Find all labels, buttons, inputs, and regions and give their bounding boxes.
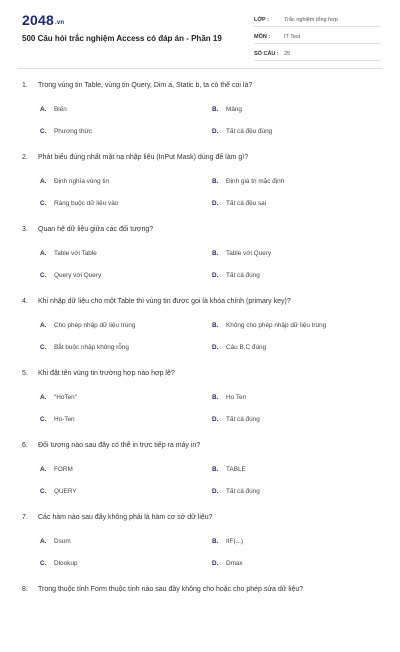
option-letter: B. — [212, 178, 219, 185]
option-letter: A. — [40, 394, 47, 401]
option-letter: D. — [212, 488, 219, 495]
option-b[interactable] — [212, 322, 326, 329]
option-text: Table với Table — [54, 250, 97, 257]
option-text: Tất cả đều sai — [226, 200, 267, 207]
option-c[interactable] — [40, 416, 75, 423]
option-a[interactable] — [40, 250, 97, 257]
option-d[interactable] — [212, 128, 272, 135]
meta-value: Trắc nghiệm tổng hợp — [284, 16, 338, 23]
option-text: Ho-Ten — [54, 416, 75, 423]
question-text: Khi đặt tên vùng tin trường hợp nào hợp lệ? — [38, 370, 175, 377]
option-text: Cho phép nhập dữ liệu trùng — [54, 322, 136, 329]
question-stem — [22, 226, 384, 233]
option-letter: A. — [40, 178, 47, 185]
option-text: Table với Query — [226, 250, 272, 257]
option-letter: D. — [212, 200, 219, 207]
option-letter: A. — [40, 106, 47, 113]
option-b[interactable] — [212, 538, 243, 545]
meta-label: SỐ CÂU : — [254, 50, 279, 57]
option-letter: A. — [40, 250, 47, 257]
question-number: 5. — [22, 370, 28, 377]
option-text: Phương thức — [54, 128, 92, 135]
question-text: Các hàm nào sau đây không phải là hàm cơ sở dữ liệu? — [38, 514, 213, 521]
option-letter: C. — [40, 344, 47, 351]
option-text: Mảng — [226, 106, 242, 113]
question-number: 8. — [22, 586, 28, 593]
option-text: FORM — [54, 466, 73, 473]
question-number: 4. — [22, 298, 28, 305]
option-a[interactable] — [40, 538, 71, 545]
question-stem — [22, 82, 384, 89]
option-letter: C. — [40, 128, 47, 135]
question-text: Trong thuộc tính Form thuộc tính nào sau đây không cho hoặc cho phép sửa dữ liệu? — [38, 586, 304, 593]
question-number: 1. — [22, 82, 28, 89]
option-letter: D. — [212, 128, 219, 135]
option-b[interactable] — [212, 178, 284, 185]
document-header — [0, 0, 400, 66]
option-letter: C. — [40, 200, 47, 207]
option-c[interactable] — [40, 272, 101, 279]
option-c[interactable] — [40, 128, 92, 135]
question-item — [0, 292, 400, 364]
option-text: Định giá trị mặc định — [226, 178, 285, 185]
question-item — [0, 76, 400, 148]
question-text: Đối tượng nào sau đây có thể in trực tiếp ra máy in? — [38, 442, 201, 449]
option-c[interactable] — [40, 200, 118, 207]
question-number: 7. — [22, 514, 28, 521]
question-list — [0, 76, 400, 652]
option-b[interactable] — [212, 106, 242, 113]
question-text: Quan hệ dữ liệu giữa các đối tượng? — [38, 226, 154, 233]
option-letter: D. — [212, 416, 219, 423]
option-b[interactable] — [212, 466, 246, 473]
option-c[interactable] — [40, 344, 129, 351]
option-d[interactable] — [212, 560, 243, 567]
option-d[interactable] — [212, 416, 260, 423]
meta-row-count — [254, 47, 380, 61]
option-text: TABLE — [226, 466, 246, 473]
option-text: Biến — [54, 106, 67, 113]
option-letter: B. — [212, 106, 219, 113]
option-text: Không cho phép nhập dữ liệu trùng — [226, 322, 327, 329]
meta-value: IT Test — [284, 33, 301, 40]
option-d[interactable] — [212, 488, 260, 495]
option-a[interactable] — [40, 394, 77, 401]
option-b[interactable] — [212, 394, 246, 401]
option-text: Dsum — [54, 538, 71, 545]
option-letter: D. — [212, 560, 219, 567]
option-letter: A. — [40, 322, 47, 329]
option-text: Ràng buộc dữ liệu vào — [54, 200, 119, 207]
option-letter: A. — [40, 538, 47, 545]
logo-text: 2048 — [22, 12, 54, 28]
question-stem — [22, 370, 384, 377]
option-b[interactable] — [212, 250, 271, 257]
question-text: Phát biểu đúng nhất mặt nạ nhập liệu (InPut Mask) dùng để làm gì? — [38, 154, 249, 161]
option-d[interactable] — [212, 272, 260, 279]
question-item — [0, 364, 400, 436]
option-letter: B. — [212, 322, 219, 329]
logo-tld: .vn — [54, 20, 65, 26]
question-number: 6. — [22, 442, 28, 449]
option-letter: C. — [40, 272, 47, 279]
question-stem — [22, 154, 384, 161]
option-text: QUERY — [54, 488, 77, 495]
question-item — [0, 436, 400, 508]
option-text: Tất cả đúng — [226, 416, 260, 423]
option-text: Tất cả đúng — [226, 488, 260, 495]
question-text: Khi nhập dữ liệu cho một Table thì vùng tin được gọi là khóa chính (primary key)? — [38, 298, 291, 305]
question-item — [0, 220, 400, 292]
option-text: IIF(...) — [226, 538, 244, 545]
question-text: Trong vùng tin Table, vùng tin Query, Dim a, Static b, ta có thể coi là? — [38, 82, 253, 89]
option-text: "HoTen" — [54, 394, 78, 401]
option-text: Tất cả đều đúng — [226, 128, 273, 135]
option-letter: B. — [212, 394, 219, 401]
question-item — [0, 148, 400, 220]
question-number: 3. — [22, 226, 28, 233]
option-letter: B. — [212, 466, 219, 473]
site-logo[interactable] — [22, 12, 64, 28]
question-number: 2. — [22, 154, 28, 161]
option-letter: C. — [40, 560, 47, 567]
header-divider — [18, 68, 382, 69]
option-text: Tất cả đúng — [226, 272, 260, 279]
option-c[interactable] — [40, 488, 77, 495]
option-letter: B. — [212, 250, 219, 257]
option-a[interactable] — [40, 178, 109, 185]
meta-value: 25 — [284, 50, 291, 57]
option-letter: D. — [212, 272, 219, 279]
question-stem — [22, 586, 384, 593]
option-d[interactable] — [212, 344, 266, 351]
option-a[interactable] — [40, 322, 135, 329]
question-item — [0, 508, 400, 580]
meta-row-subject — [254, 30, 380, 44]
meta-label: MÔN : — [254, 33, 271, 40]
option-letter: B. — [212, 538, 219, 545]
page-title: 500 Câu hỏi trắc nghiệm Access có đáp án - Phần 19 — [22, 34, 222, 43]
option-letter: C. — [40, 488, 47, 495]
option-text: Câu B,C đúng — [226, 344, 267, 351]
meta-info — [254, 13, 380, 64]
question-stem — [22, 442, 384, 449]
option-letter: C. — [40, 416, 47, 423]
option-text: Dlookup — [54, 560, 78, 567]
option-letter: A. — [40, 466, 47, 473]
question-stem — [22, 514, 384, 521]
option-text: Query với Query — [54, 272, 102, 279]
option-c[interactable] — [40, 560, 77, 567]
meta-row-class — [254, 13, 380, 27]
option-letter: D. — [212, 344, 219, 351]
question-item — [0, 580, 400, 652]
option-a[interactable] — [40, 106, 67, 113]
option-text: Bắt buộc nhập không rỗng — [54, 344, 129, 351]
option-a[interactable] — [40, 466, 73, 473]
option-d[interactable] — [212, 200, 266, 207]
question-stem — [22, 298, 384, 305]
option-text: Dmax — [226, 560, 243, 567]
meta-label: LỚP : — [254, 16, 269, 23]
option-text: Ho Ten — [226, 394, 247, 401]
option-text: Định nghĩa vùng tin — [54, 178, 110, 185]
